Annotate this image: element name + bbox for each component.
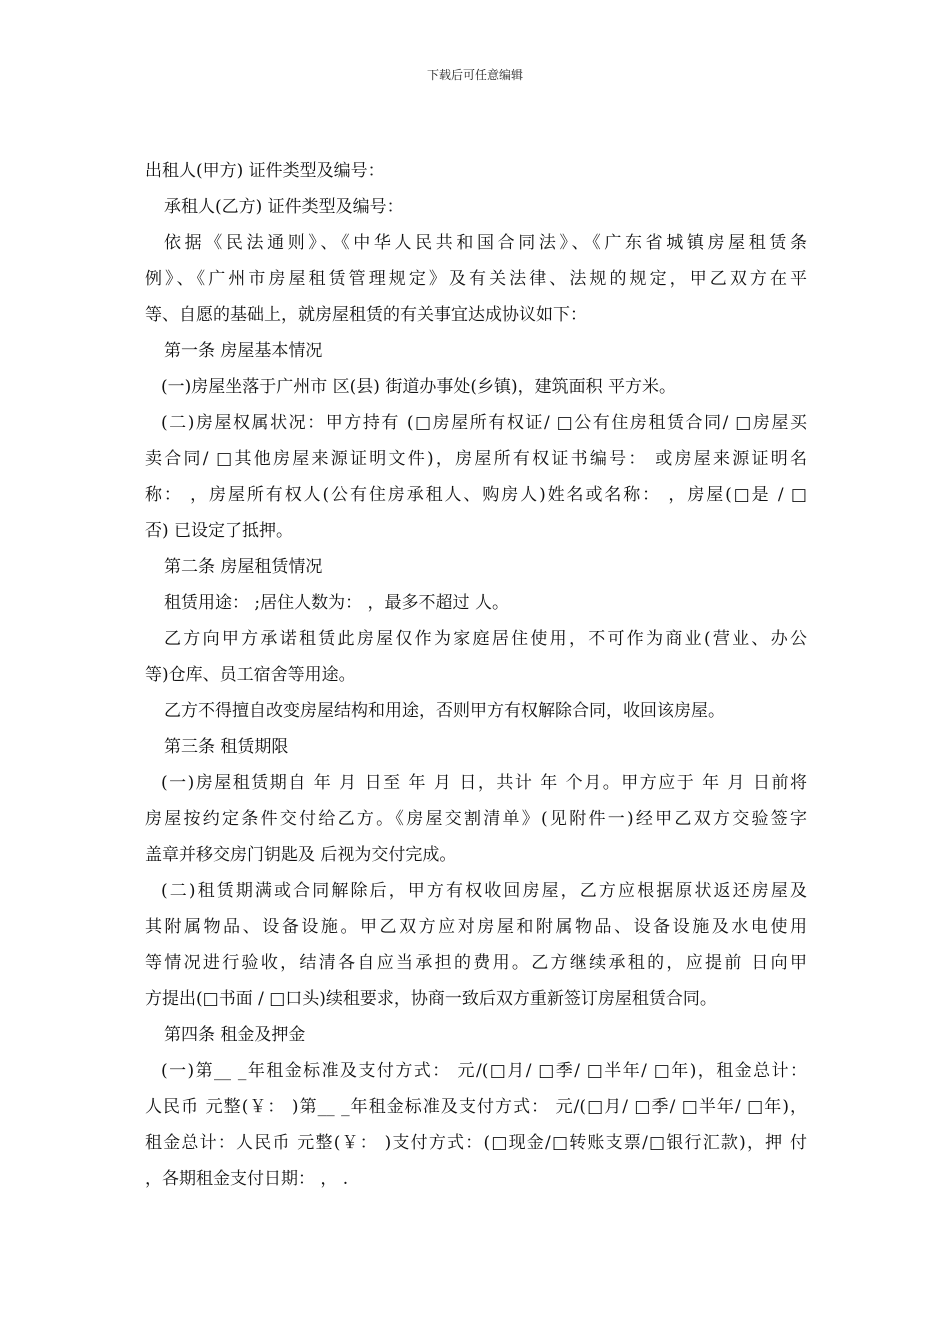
contract-body [145, 153, 807, 1197]
text-line: 承租人(乙方) 证件类型及编号： [164, 197, 404, 217]
page-header-note: 下载后可任意编辑 [426, 68, 523, 82]
section-heading: 第四条 租金及押金 [164, 1025, 306, 1045]
text-line: 租赁用途： ;居住人数为： ，最多不超过 人。 [164, 593, 509, 613]
text-line: 例》、《广州市房屋租赁管理规定》及有关法律、法规的规定，甲乙双方在平 [145, 269, 807, 289]
text-line: 盖章并移交房门钥匙及 后视为交付完成。 [145, 845, 457, 865]
text-line: (一)房屋租赁期自 年 月 日至 年 月 日，共计 年 个月。甲方应于 年 月 日前将 [161, 773, 807, 793]
text-line: 依据《民法通则》、《中华人民共和国合同法》、《广东省城镇房屋租赁条 [164, 233, 807, 253]
section-heading: 第三条 租赁期限 [164, 737, 289, 757]
section-heading: 第一条 房屋基本情况 [164, 341, 323, 361]
text-line: (二)房屋权属状况：甲方持有 (□房屋所有权证/ □公有住房租赁合同/ □房屋买 [161, 413, 807, 433]
text-line: 卖合同/ □其他房屋来源证明文件)，房屋所有权证书编号： 或房屋来源证明名 [145, 449, 807, 469]
section-heading: 第二条 房屋租赁情况 [164, 557, 323, 577]
text-line: 其附属物品、设备设施。甲乙双方应对房屋和附属物品、设备设施及水电使用 [145, 917, 807, 937]
text-line: 租金总计：人民币 元整(￥： )支付方式：(□现金/□转账支票/□银行汇款)，押 付 [145, 1133, 807, 1153]
text-line: 等)仓库、员工宿舍等用途。 [145, 665, 356, 685]
text-line: 人民币 元整(￥： )第__ _年租金标准及支付方式： 元/(□月/ □季/ □半年/ □年)， [145, 1097, 807, 1117]
text-line: 出租人(甲方) 证件类型及编号： [145, 161, 385, 181]
text-line: 等情况进行验收，结清各自应当承担的费用。乙方继续承租的，应提前 日向甲 [145, 953, 807, 973]
text-line: 否) 已设定了抵押。 [145, 521, 294, 541]
text-line: 称： ，房屋所有权人(公有住房承租人、购房人)姓名或名称： ，房屋(□是 / □ [145, 485, 807, 505]
text-line: (一)房屋坐落于广州市 区(县) 街道办事处(乡镇)，建筑面积 平方米。 [161, 377, 677, 397]
text-line: 房屋按约定条件交付给乙方。《房屋交割清单》(见附件一)经甲乙双方交验签字 [145, 809, 807, 829]
text-line: 乙方向甲方承诺租赁此房屋仅作为家庭居住使用，不可作为商业(营业、办公 [164, 629, 807, 649]
text-line: ，各期租金支付日期： ， . [145, 1169, 349, 1189]
text-line: 等、自愿的基础上，就房屋租赁的有关事宜达成协议如下： [145, 305, 587, 325]
text-line: 乙方不得擅自改变房屋结构和用途，否则甲方有权解除合同，收回该房屋。 [164, 701, 725, 721]
text-line: (二)租赁期满或合同解除后，甲方有权收回房屋，乙方应根据原状返还房屋及 [161, 881, 807, 901]
text-line: 方提出(□书面 / □口头)续租要求，协商一致后双方重新签订房屋租赁合同。 [145, 989, 717, 1009]
text-line: (一)第__ _年租金标准及支付方式： 元/(□月/ □季/ □半年/ □年)，租金总计： [161, 1061, 807, 1081]
